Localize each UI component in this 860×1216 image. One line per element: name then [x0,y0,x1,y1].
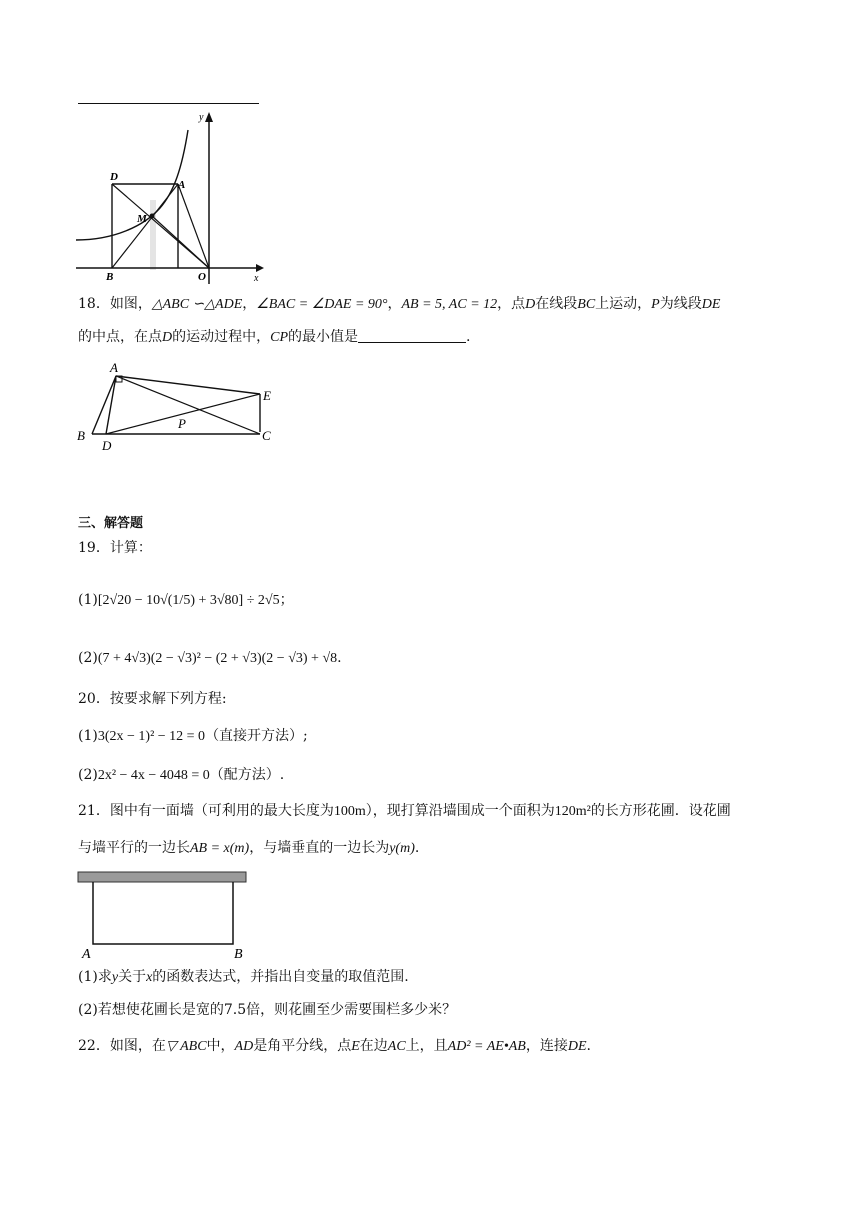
q20-part1: (1)3(2x − 1)² − 12 = 0（直接开方法）; [78,728,308,744]
q19-part2: (2)(7 + 4√3)(2 − √3)² − (2 + √3)(2 − √3) + √8. [78,650,342,666]
q18-line1: 18．如图，△ABC ∽△ADE，∠BAC = ∠DAE = 90°，AB = 5, AC = 12，点D在线段BC上运动，P为线段DE [78,296,721,312]
label-A: A [178,179,186,191]
figure-q18 [74,360,294,456]
label-M: M [137,213,147,225]
label-B: B [106,271,114,283]
fig18-label-P: P [178,416,186,431]
fig21-label-A: A [82,947,91,962]
q19-title: 19．计算： [78,540,152,556]
fig18-label-C: C [262,428,271,443]
label-O: O [198,271,206,283]
q21-line2: 与墙平行的一边长AB = x(m)，与墙垂直的一边长为y(m). [78,840,420,856]
q21-part1: (1)求y关于x的函数表达式，并指出自变量的取值范围. [78,969,409,985]
label-y: y [199,112,204,123]
q21-line1: 21．图中有一面墙（可利用的最大长度为100m），现打算沿墙围成一个面积为120m²的长方形花圃．设花圃 [78,803,731,819]
fig18-label-A: A [110,360,118,375]
q21-part2: (2)若想使花圃长是宽的7.5倍，则花圃至少需要围栏多少米？ [78,1002,457,1018]
label-x: x [254,273,259,284]
figure-q21-wall [74,868,264,964]
label-D: D [110,171,118,183]
answer-blank [358,328,466,343]
fig18-label-E: E [263,388,271,403]
fig18-label-B: B [77,428,85,443]
section-title: 三、解答题 [78,516,144,531]
q19-part1: (1)[2√20 − 10√(1/5) + 3√80] ÷ 2√5； [78,592,294,608]
fig18-label-D: D [102,438,112,453]
q20-title: 20．按要求解下列方程: [78,691,227,707]
q20-part2: (2)2x² − 4x − 4048 = 0（配方法）. [78,767,285,783]
q22-text: 22．如图，在▽ ABC中，AD是角平分线，点E在边AC上，且AD² = AE•AB，连接DE. [78,1038,591,1054]
figure-q17-graph [74,108,274,288]
q18-line2: 的中点，在点D的运动过程中，CP的最小值是 . [78,329,471,345]
top-divider-line [78,103,259,104]
fig21-label-B: B [234,947,243,962]
